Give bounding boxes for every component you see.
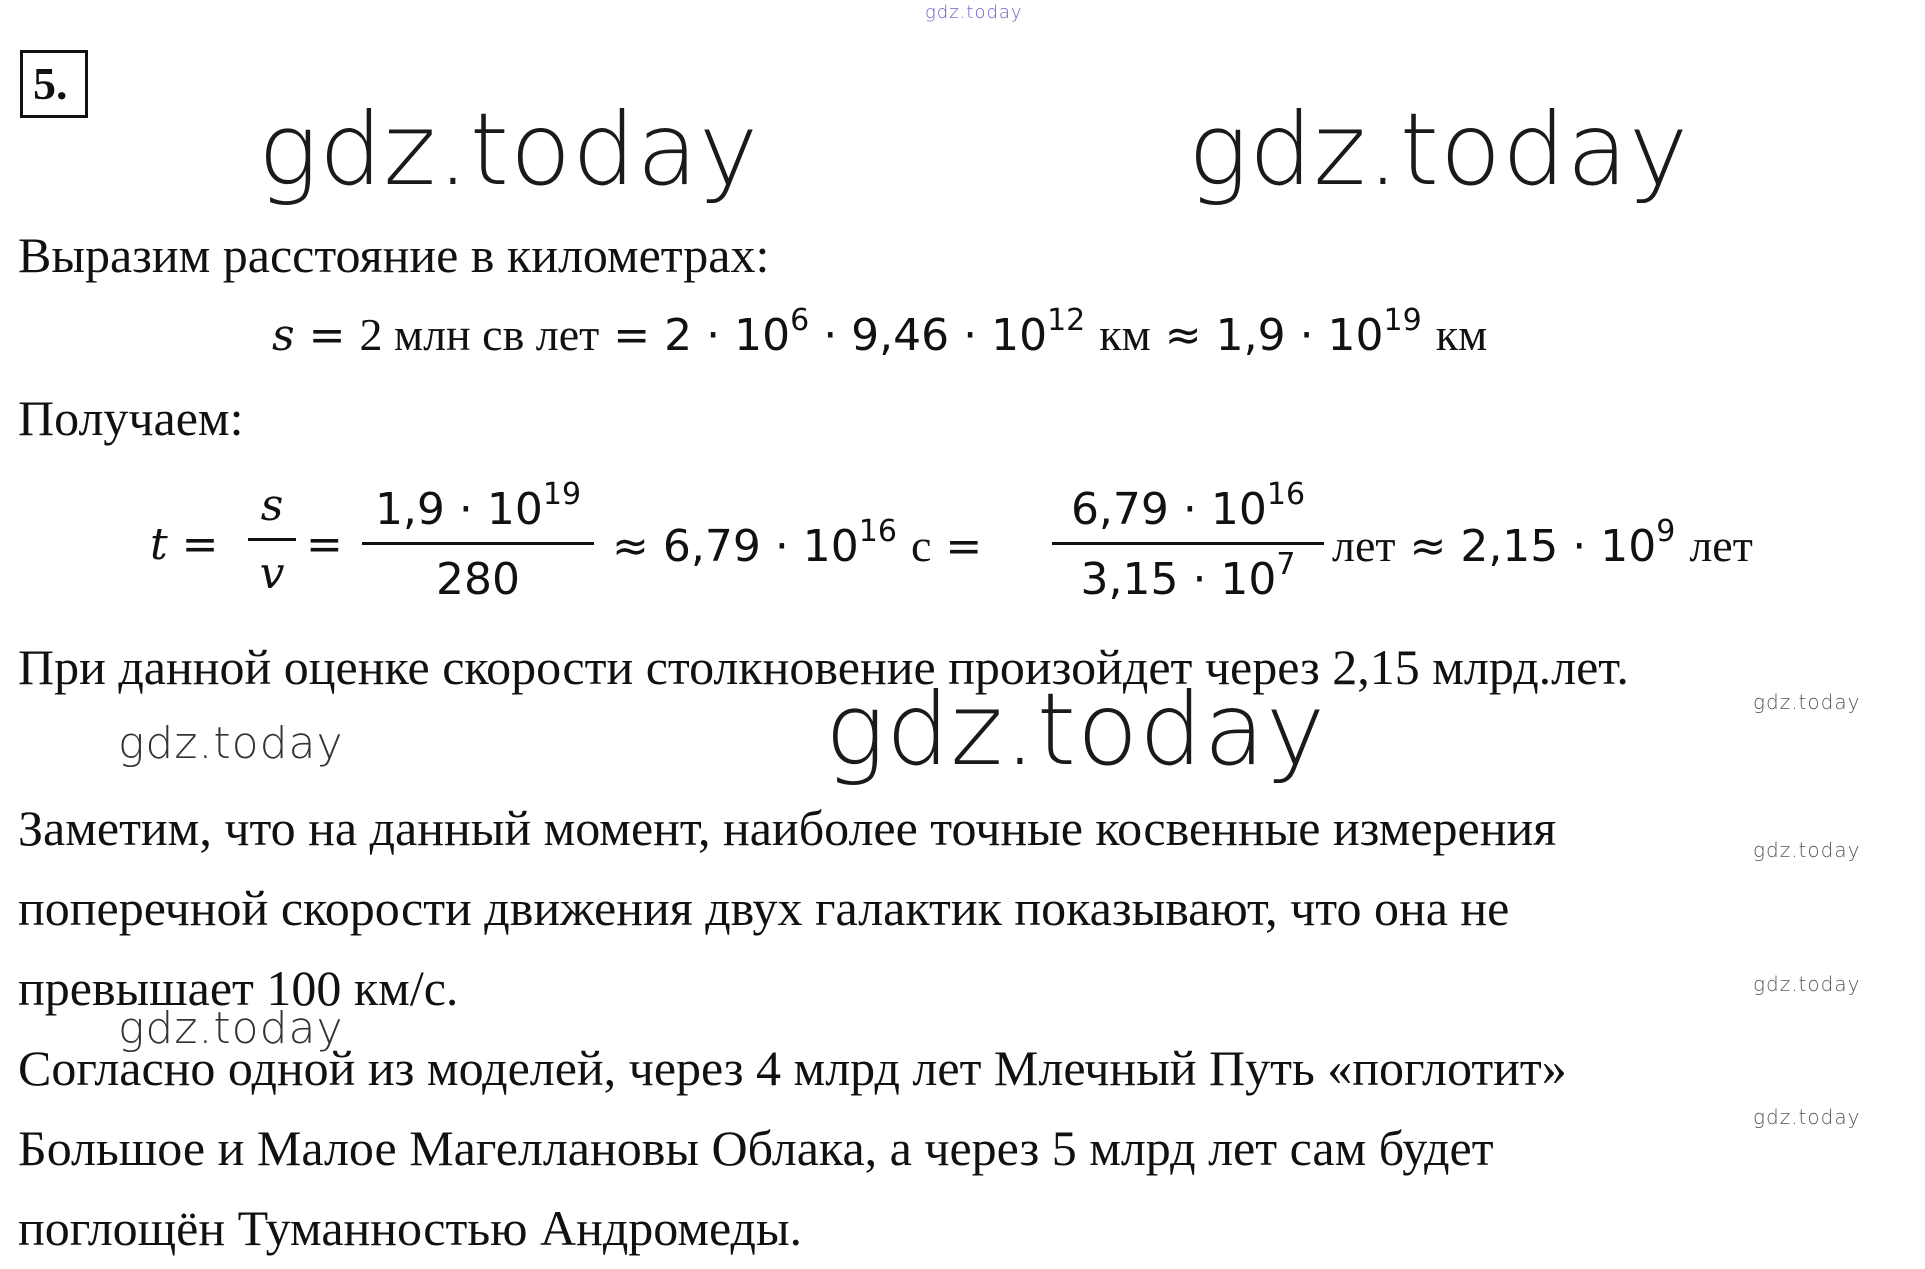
watermark-mid-2: gdz.today <box>118 1003 344 1054</box>
watermark-mid-1: gdz.today <box>118 718 344 769</box>
paragraph-model-line-1: Согласно одной из моделей, через 4 млрд лет Млечный Путь «поглотит» <box>18 1040 1567 1096</box>
paragraph-note-line-2: поперечной скорости движения двух галактик показывают, что она не <box>18 880 1510 936</box>
paragraph-intro: Выразим расстояние в километрах: <box>18 227 770 283</box>
paragraph-model-line-3: поглощён Туманностью Андромеды. <box>18 1200 803 1256</box>
formula-distance: s = 2 млн св лет = $2 \cdot 10^6 \cdot 9,46 \cdot 10^{12}$ км ≈ $1,9 \cdot 10^{19}$ км <box>272 303 1488 361</box>
paragraph-conclusion: При данной оценке скорости столкновение произойдет через 2,15 млрд.лет. <box>18 639 1629 695</box>
watermark-big-center: gdz.today <box>825 671 1327 788</box>
watermark-big-right: gdz.today <box>1188 91 1690 208</box>
watermark-top: gdz.today <box>925 2 1023 23</box>
watermark-small-3: gdz.today <box>1753 972 1861 996</box>
fraction-distance-over-speed: $1,9 \cdot 10^{19}$ 280 <box>362 468 594 608</box>
watermark-small-1: gdz.today <box>1753 690 1861 714</box>
fraction-seconds-over-year: $6,79 \cdot 10^{16}$ $3,15 \cdot 10^7$ <box>1052 468 1324 608</box>
var-s: s <box>272 310 295 361</box>
paragraph-model-line-2: Большое и Малое Магеллановы Облака, а через 5 млрд лет сам будет <box>18 1120 1494 1176</box>
fraction-s-over-v: s v <box>248 478 296 608</box>
watermark-small-2: gdz.today <box>1753 838 1861 862</box>
problem-number: 5. <box>20 50 88 118</box>
watermark-small-4: gdz.today <box>1753 1105 1861 1129</box>
distance-text: 2 млн св лет <box>359 309 600 360</box>
watermark-big-left: gdz.today <box>258 91 760 208</box>
paragraph-obtain: Получаем: <box>18 390 244 446</box>
paragraph-note-line-1: Заметим, что на данный момент, наиболее точные косвенные измерения <box>18 800 1557 856</box>
paragraph-note-line-3: превышает 100 км/с. <box>18 960 459 1016</box>
